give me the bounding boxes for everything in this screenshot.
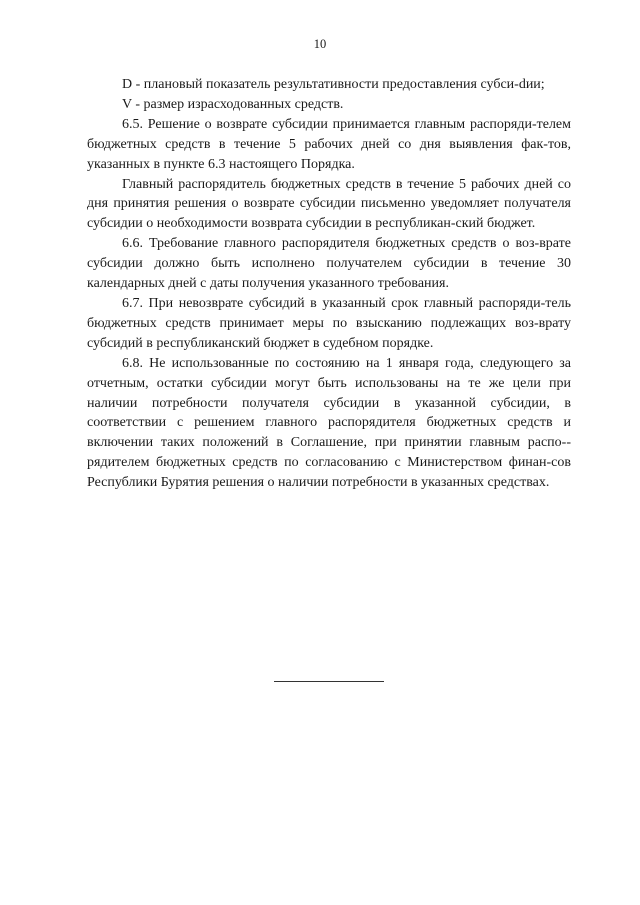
page-number: 10	[313, 37, 327, 51]
document-body	[87, 75, 571, 493]
paragraph-6-8: 6.8. Не использованные по состоянию на 1 января года, следующего за отчетным, остатки субсидии могут быть использованы на те же цели при наличии потребности получателя субсидии в указанной субсидии, в соответствии с решением главного распорядителя бюджетных средств и включении таких положений в Соглашение, при принятии главным распо-рядителем бюджетных средств по согласованию с Министерством финан-сов Республики Бурятия решения о наличии потребности в указанных средствах.	[87, 355, 571, 491]
paragraph-d-definition: D - плановый показатель результативности предоставления субси-dии;	[122, 77, 545, 92]
paragraph-notification: Главный распорядитель бюджетных средств в течение 5 рабочих дней со дня принятия решения о возврате субсидии письменно уведомляет получателя субсидии о необходимости возврата субсидии в республикан-ский бюджет.	[87, 176, 571, 232]
end-divider-line	[274, 681, 384, 682]
paragraph-6-7: 6.7. При невозврате субсидий в указанный срок главный распоряди-тель бюджетных средств принимает меры по взысканию подлежащих воз-врату субсидий в республиканский бюджет в судебном порядке.	[87, 295, 571, 351]
paragraph-6-6: 6.6. Требование главного распорядителя бюджетных средств о воз-врате субсидии должно быть исполнено получателем субсидии в течение 30 календарных дней с даты получения указанного требования.	[87, 236, 571, 292]
paragraph-v-definition: V - размер израсходованных средств.	[122, 96, 344, 112]
paragraph-6-5: 6.5. Решение о возврате субсидии принимается главным распоряди-телем бюджетных средств в течение 5 рабочих дней со дня выявления фак-тов, указанных в пункте 6.3 настоящего Порядка.	[87, 116, 571, 172]
